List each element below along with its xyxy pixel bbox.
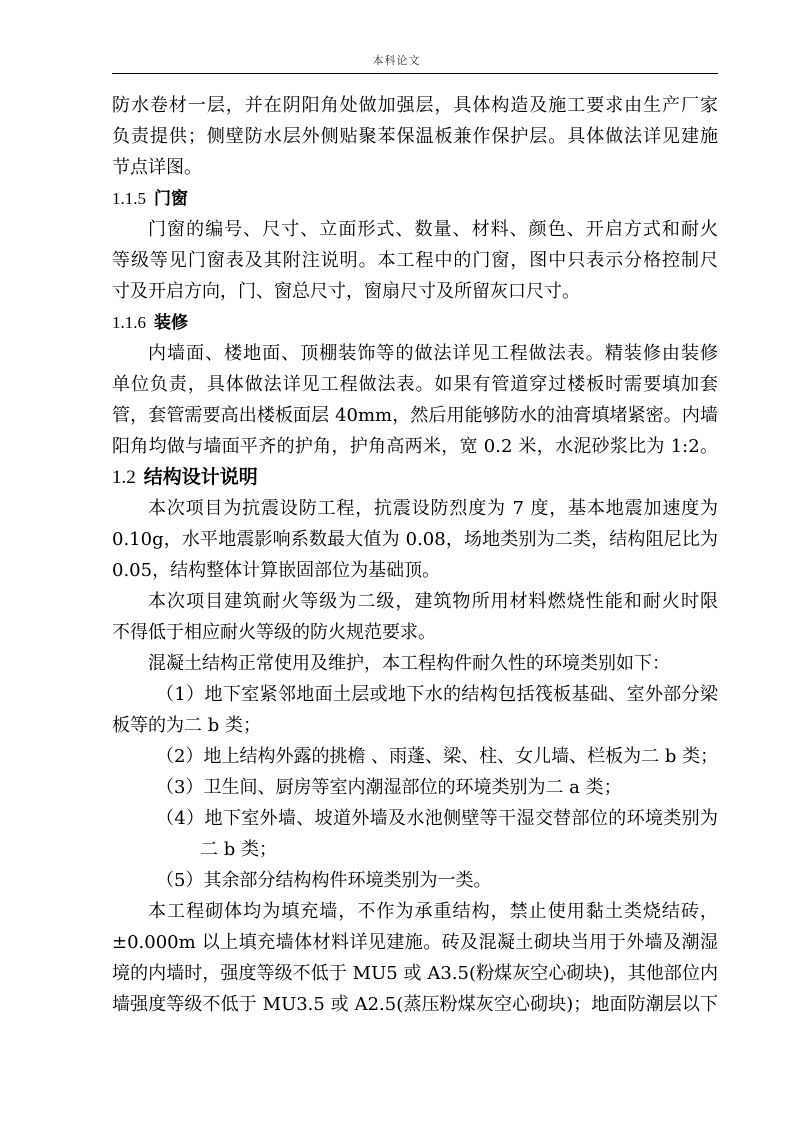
section-heading-door-window: [112, 183, 718, 214]
text-line: 板等的为二 b 类；: [112, 715, 261, 736]
text-line: 阳角均做与墙面平齐的护角，护角高两米，宽 0.2 米，水泥砂浆比为 1:2。: [112, 436, 718, 457]
text-line: （4）地下室外墙、坡道外墙及水池侧壁等干湿交替部位的环境类别为: [156, 808, 718, 829]
section-number: 1.1.6: [112, 313, 146, 332]
text-line: 单位负责，具体做法详见工程做法表。如果有管道穿过楼板时需要填加套: [112, 374, 718, 395]
environment-item-5: （5）其余部分结构构件环境类别为一类。: [156, 870, 492, 891]
fire-paragraph: [112, 586, 718, 648]
text-line: 节点详图。: [112, 157, 202, 178]
header-rule: [112, 73, 718, 74]
section-title: 装修: [154, 313, 188, 333]
text-line: 本次项目为抗震设防工程，抗震设防烈度为 7 度，基本地震加速度为: [148, 498, 718, 519]
section-number: 1.1.5: [112, 189, 146, 208]
running-header: 本科论文: [372, 54, 421, 67]
text-line: 0.10g，水平地震影响系数最大值为 0.08，场地类别为二类，结构阻尼比为: [112, 529, 718, 550]
text-line: ±0.000m 以上填充墙体材料详见建施。砖及混凝土砌块当用于外墙及潮湿: [112, 932, 718, 953]
text-line: 境的内墙时，强度等级不低于 MU5 或 A3.5(粉煤灰空心砌块)，其他部位内: [112, 963, 718, 984]
seismic-paragraph: [112, 493, 718, 586]
text-line: 等级等见门窗表及其附注说明。本工程中的门窗，图中只表示分格控制尺: [112, 250, 718, 271]
environment-item-4: [112, 803, 718, 865]
environment-paragraph: 混凝土结构正常使用及维护，本工程构件耐久性的环境类别如下：: [148, 653, 670, 674]
text-line: 本次项目建筑耐火等级为二级，建筑物所用材料燃烧性能和耐火时限: [148, 591, 718, 612]
text-line: 二 b 类；: [200, 839, 277, 860]
text-line: 负责提供；侧壁防水层外侧贴聚苯保温板兼作保护层。具体做法详见建施: [112, 126, 718, 147]
environment-item-1: [112, 679, 718, 741]
text-line: 防水卷材一层，并在阴阳角处做加强层，具体构造及施工要求由生产厂家: [112, 95, 718, 116]
masonry-paragraph: [112, 896, 718, 1020]
section-title: 门窗: [154, 189, 188, 209]
text-line: 门窗的编号、尺寸、立面形式、数量、材料、颜色、开启方式和耐火: [148, 219, 718, 240]
section-title: 结构设计说明: [143, 466, 258, 488]
environment-item-2: （2）地上结构外露的挑檐 、雨蓬、梁、柱、女儿墙、栏板为二 b 类；: [156, 746, 718, 767]
text-line: 内墙面、楼地面、顶棚装饰等的做法详见工程做法表。精装修由装修: [148, 343, 718, 364]
text-line: 墙强度等级不低于 MU3.5 或 A2.5(蒸压粉煤灰空心砌块)；地面防潮层以下: [112, 994, 718, 1015]
text-line: 0.05，结构整体计算嵌固部位为基础顶。: [112, 560, 441, 581]
text-line: 管，套管需要高出楼板面层 40mm，然后用能够防水的油膏填堵紧密。内墙: [112, 405, 718, 426]
text-line: 本工程砌体均为填充墙，不作为承重结构，禁止使用黏土类烧结砖，: [148, 901, 718, 922]
decoration-paragraph: [112, 338, 718, 462]
section-heading-structural: [112, 462, 718, 493]
text-line: （1）地下室紧邻地面土层或地下水的结构包括筏板基础、室外部分梁: [156, 684, 718, 705]
text-line: 寸及开启方向，门、窗总尺寸，窗扇尺寸及所留灰口尺寸。: [112, 281, 580, 302]
document-body: [112, 90, 718, 1020]
section-number: 1.2: [112, 467, 136, 488]
text-line: 不得低于相应耐火等级的防火规范要求。: [112, 622, 436, 643]
environment-item-3: （3）卫生间、厨房等室内潮湿部位的环境类别为二 a 类；: [156, 777, 622, 798]
door-window-paragraph: [112, 214, 718, 307]
intro-paragraph: [112, 90, 718, 183]
section-heading-decoration: [112, 307, 718, 338]
